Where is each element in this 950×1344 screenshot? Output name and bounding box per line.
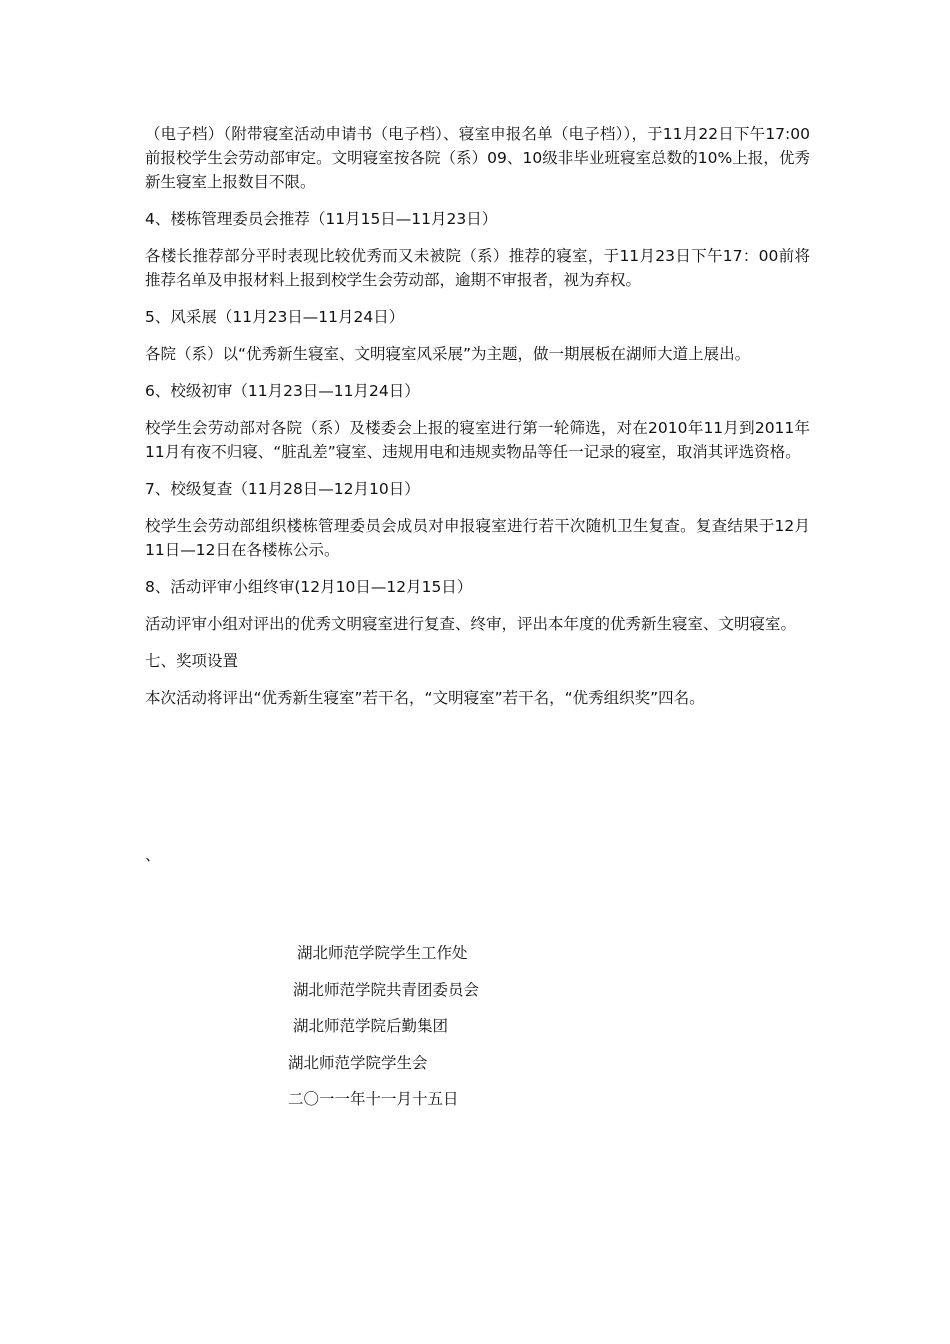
paragraph-re-inspection: 校学生会劳动部组织楼栋管理委员会成员对申报寝室进行若干次随机卫生复查。复查结果于12月11日—12日在各楼栋公示。 bbox=[145, 517, 810, 559]
document-body bbox=[145, 122, 810, 710]
signature-student-affairs: 湖北师范学院学生工作处 bbox=[297, 944, 468, 962]
paragraph-exhibition: 各院（系）以“优秀新生寝室、文明寝室风采展”为主题，做一期展板在湖师大道上展出。 bbox=[145, 345, 751, 363]
signature-date: 二〇一一年十一月十五日 bbox=[288, 1090, 459, 1108]
paragraph-submission: （电子档）（附带寝室活动申请书（电子档）、寝室申报名单（电子档）），于11月22日下午17:00前报校学生会劳动部审定。文明寝室按各院（系）09、10级非毕业班寝室总数的10%上报，优秀新生寝室上报数目不限。 bbox=[145, 125, 810, 191]
heading-initial-review: 6、校级初审（11月23日—11月24日） bbox=[145, 382, 420, 400]
paragraph-initial-review: 校学生会劳动部对各院（系）及楼委会上报的寝室进行第一轮筛选，对在2010年11月到2011年11月有夜不归寝、“脏乱差”寝室、违规用电和违规卖物品等任一记录的寝室，取消其评选资格。 bbox=[145, 419, 810, 461]
signature-youth-league: 湖北师范学院共青团委员会 bbox=[293, 981, 480, 999]
paragraph-building-recommend: 各楼长推荐部分平时表现比较优秀而又未被院（系）推荐的寝室，于11月23日下午17：00前将推荐名单及申报材料上报到校学生会劳动部，逾期不审报者，视为弃权。 bbox=[145, 247, 810, 289]
heading-final-review: 8、活动评审小组终审(12月10日—12月15日） bbox=[145, 578, 473, 596]
paragraph-awards: 本次活动将评出“优秀新生寝室”若干名，“文明寝室”若干名，“优秀组织奖”四名。 bbox=[145, 689, 705, 707]
heading-re-inspection: 7、校级复查（11月28日—12月10日） bbox=[145, 480, 420, 498]
signature-logistics-group: 湖北师范学院后勤集团 bbox=[293, 1017, 449, 1035]
heading-exhibition: 5、风采展（11月23日—11月24日） bbox=[145, 308, 405, 326]
stray-punctuation: 、 bbox=[145, 846, 161, 864]
heading-awards: 七、奖项设置 bbox=[145, 652, 239, 670]
signature-student-union: 湖北师范学院学生会 bbox=[288, 1054, 428, 1072]
paragraph-final-review: 活动评审小组对评出的优秀文明寝室进行复查、终审，评出本年度的优秀新生寝室、文明寝室。 bbox=[145, 615, 797, 633]
heading-building-recommend: 4、楼栋管理委员会推荐（11月15日—11月23日） bbox=[145, 210, 498, 228]
